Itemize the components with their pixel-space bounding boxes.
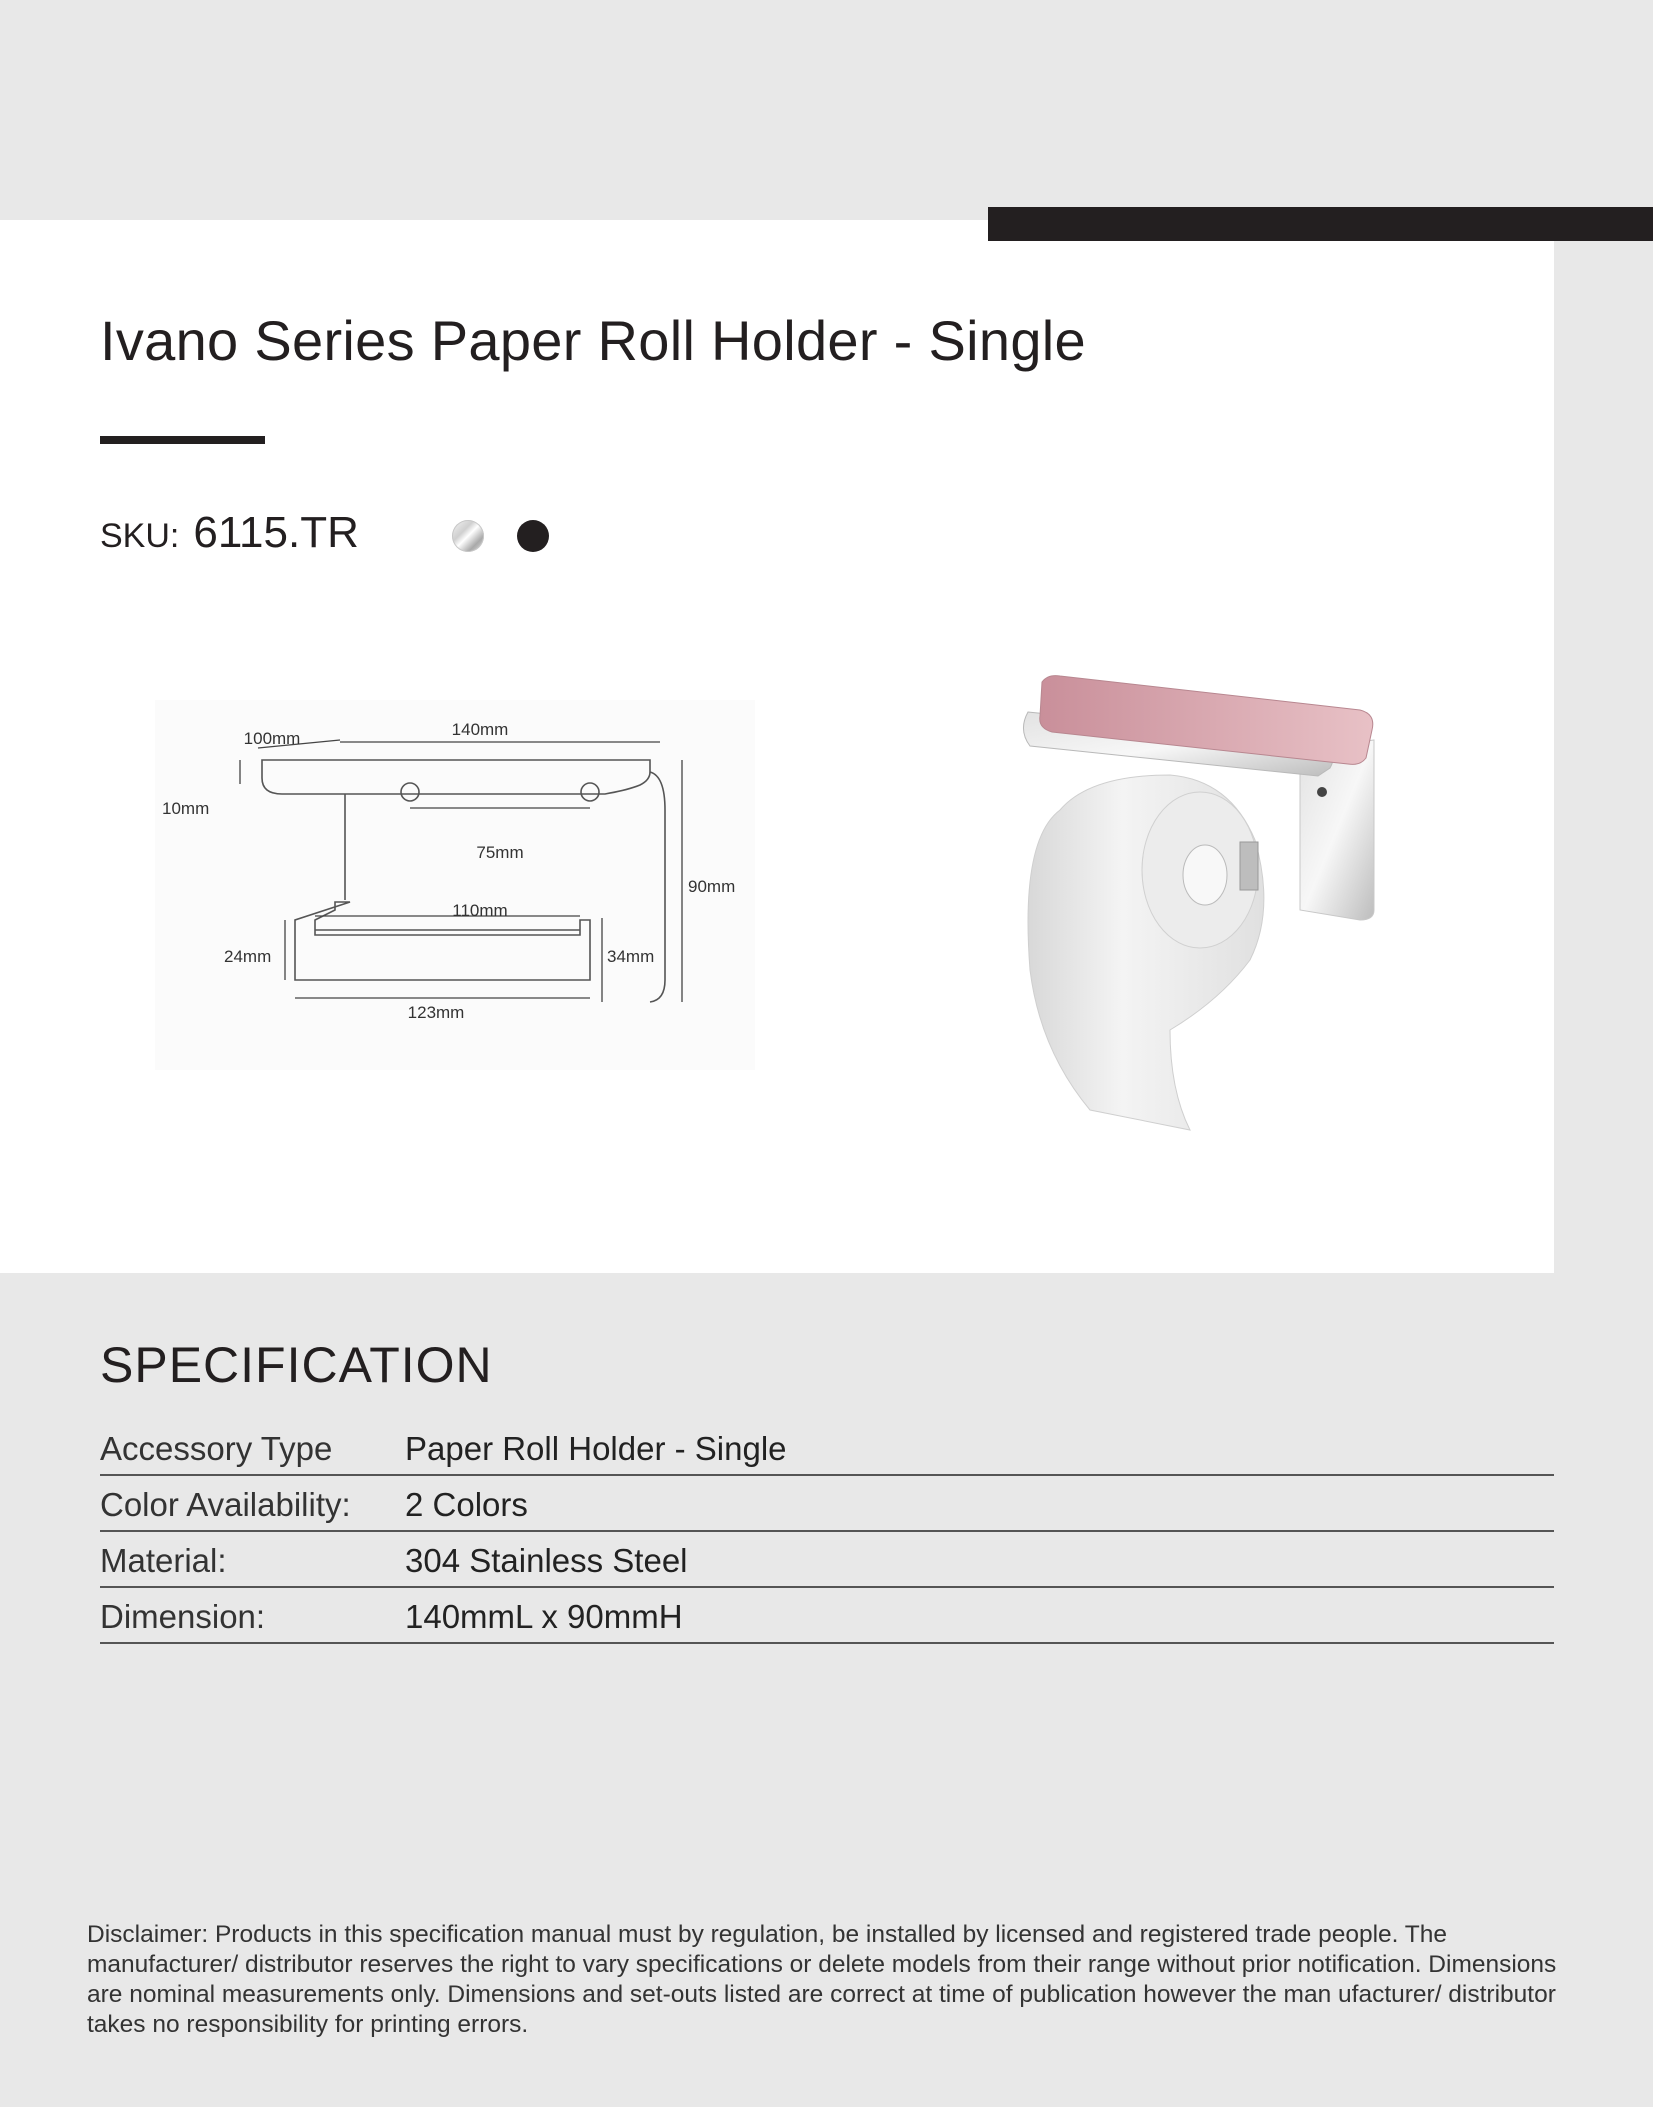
spec-row — [100, 1588, 1554, 1644]
screw — [1317, 787, 1327, 797]
spec-label: Accessory Type — [100, 1430, 333, 1467]
sku-label: SKU: — [100, 517, 180, 555]
dim-label-123: 123mm — [407, 1003, 465, 1022]
dim-label-100: 100mm — [243, 729, 301, 748]
roll-arm — [1240, 842, 1258, 890]
spec-value: 2 Colors — [405, 1486, 528, 1523]
spec-label: Material: — [100, 1542, 227, 1579]
dim-label-34: 34mm — [607, 947, 655, 966]
spec-value: Paper Roll Holder - Single — [405, 1430, 787, 1467]
header-accent-bar — [988, 207, 1653, 241]
black-color-swatch — [517, 520, 549, 552]
spec-table — [100, 1420, 1554, 1644]
specification-heading: SPECIFICATION — [100, 1337, 493, 1393]
spec-value: 140mmL x 90mmH — [405, 1598, 683, 1635]
spec-label: Color Availability: — [100, 1486, 351, 1523]
dim-label-140: 140mm — [451, 720, 509, 739]
dim-label-75: 75mm — [476, 843, 524, 862]
dim-label-110: 110mm — [452, 901, 508, 920]
spec-value: 304 Stainless Steel — [405, 1542, 688, 1579]
dim-label-90: 90mm — [688, 877, 736, 896]
product-image — [1000, 670, 1400, 1140]
dim-label-10: 10mm — [162, 799, 210, 818]
title-underline — [100, 436, 265, 444]
spec-row — [100, 1532, 1554, 1588]
spec-label: Dimension: — [100, 1598, 266, 1635]
disclaimer-text: Disclaimer: Products in this specification manual must by regulation, be installed by licensed and registered trade people. The manufacturer/ distributor reserves the right to vary specifications or delete models from their range without prior notification. Dimensions are nominal measurements only. Dimensions and set-outs listed are correct at time of publication however the man ufacturer/ distributor takes no responsibility for printing errors. — [87, 1921, 1557, 2038]
chrome-color-swatch — [452, 520, 484, 552]
sku-row — [100, 508, 359, 568]
roll-core — [1183, 845, 1227, 905]
sku-value: 6115.TR — [193, 508, 359, 557]
dimension-diagram — [150, 680, 780, 1080]
spec-row — [100, 1420, 1554, 1476]
spec-row — [100, 1476, 1554, 1532]
page-title: Ivano Series Paper Roll Holder - Single — [100, 309, 1086, 372]
dim-label-24: 24mm — [224, 947, 272, 966]
